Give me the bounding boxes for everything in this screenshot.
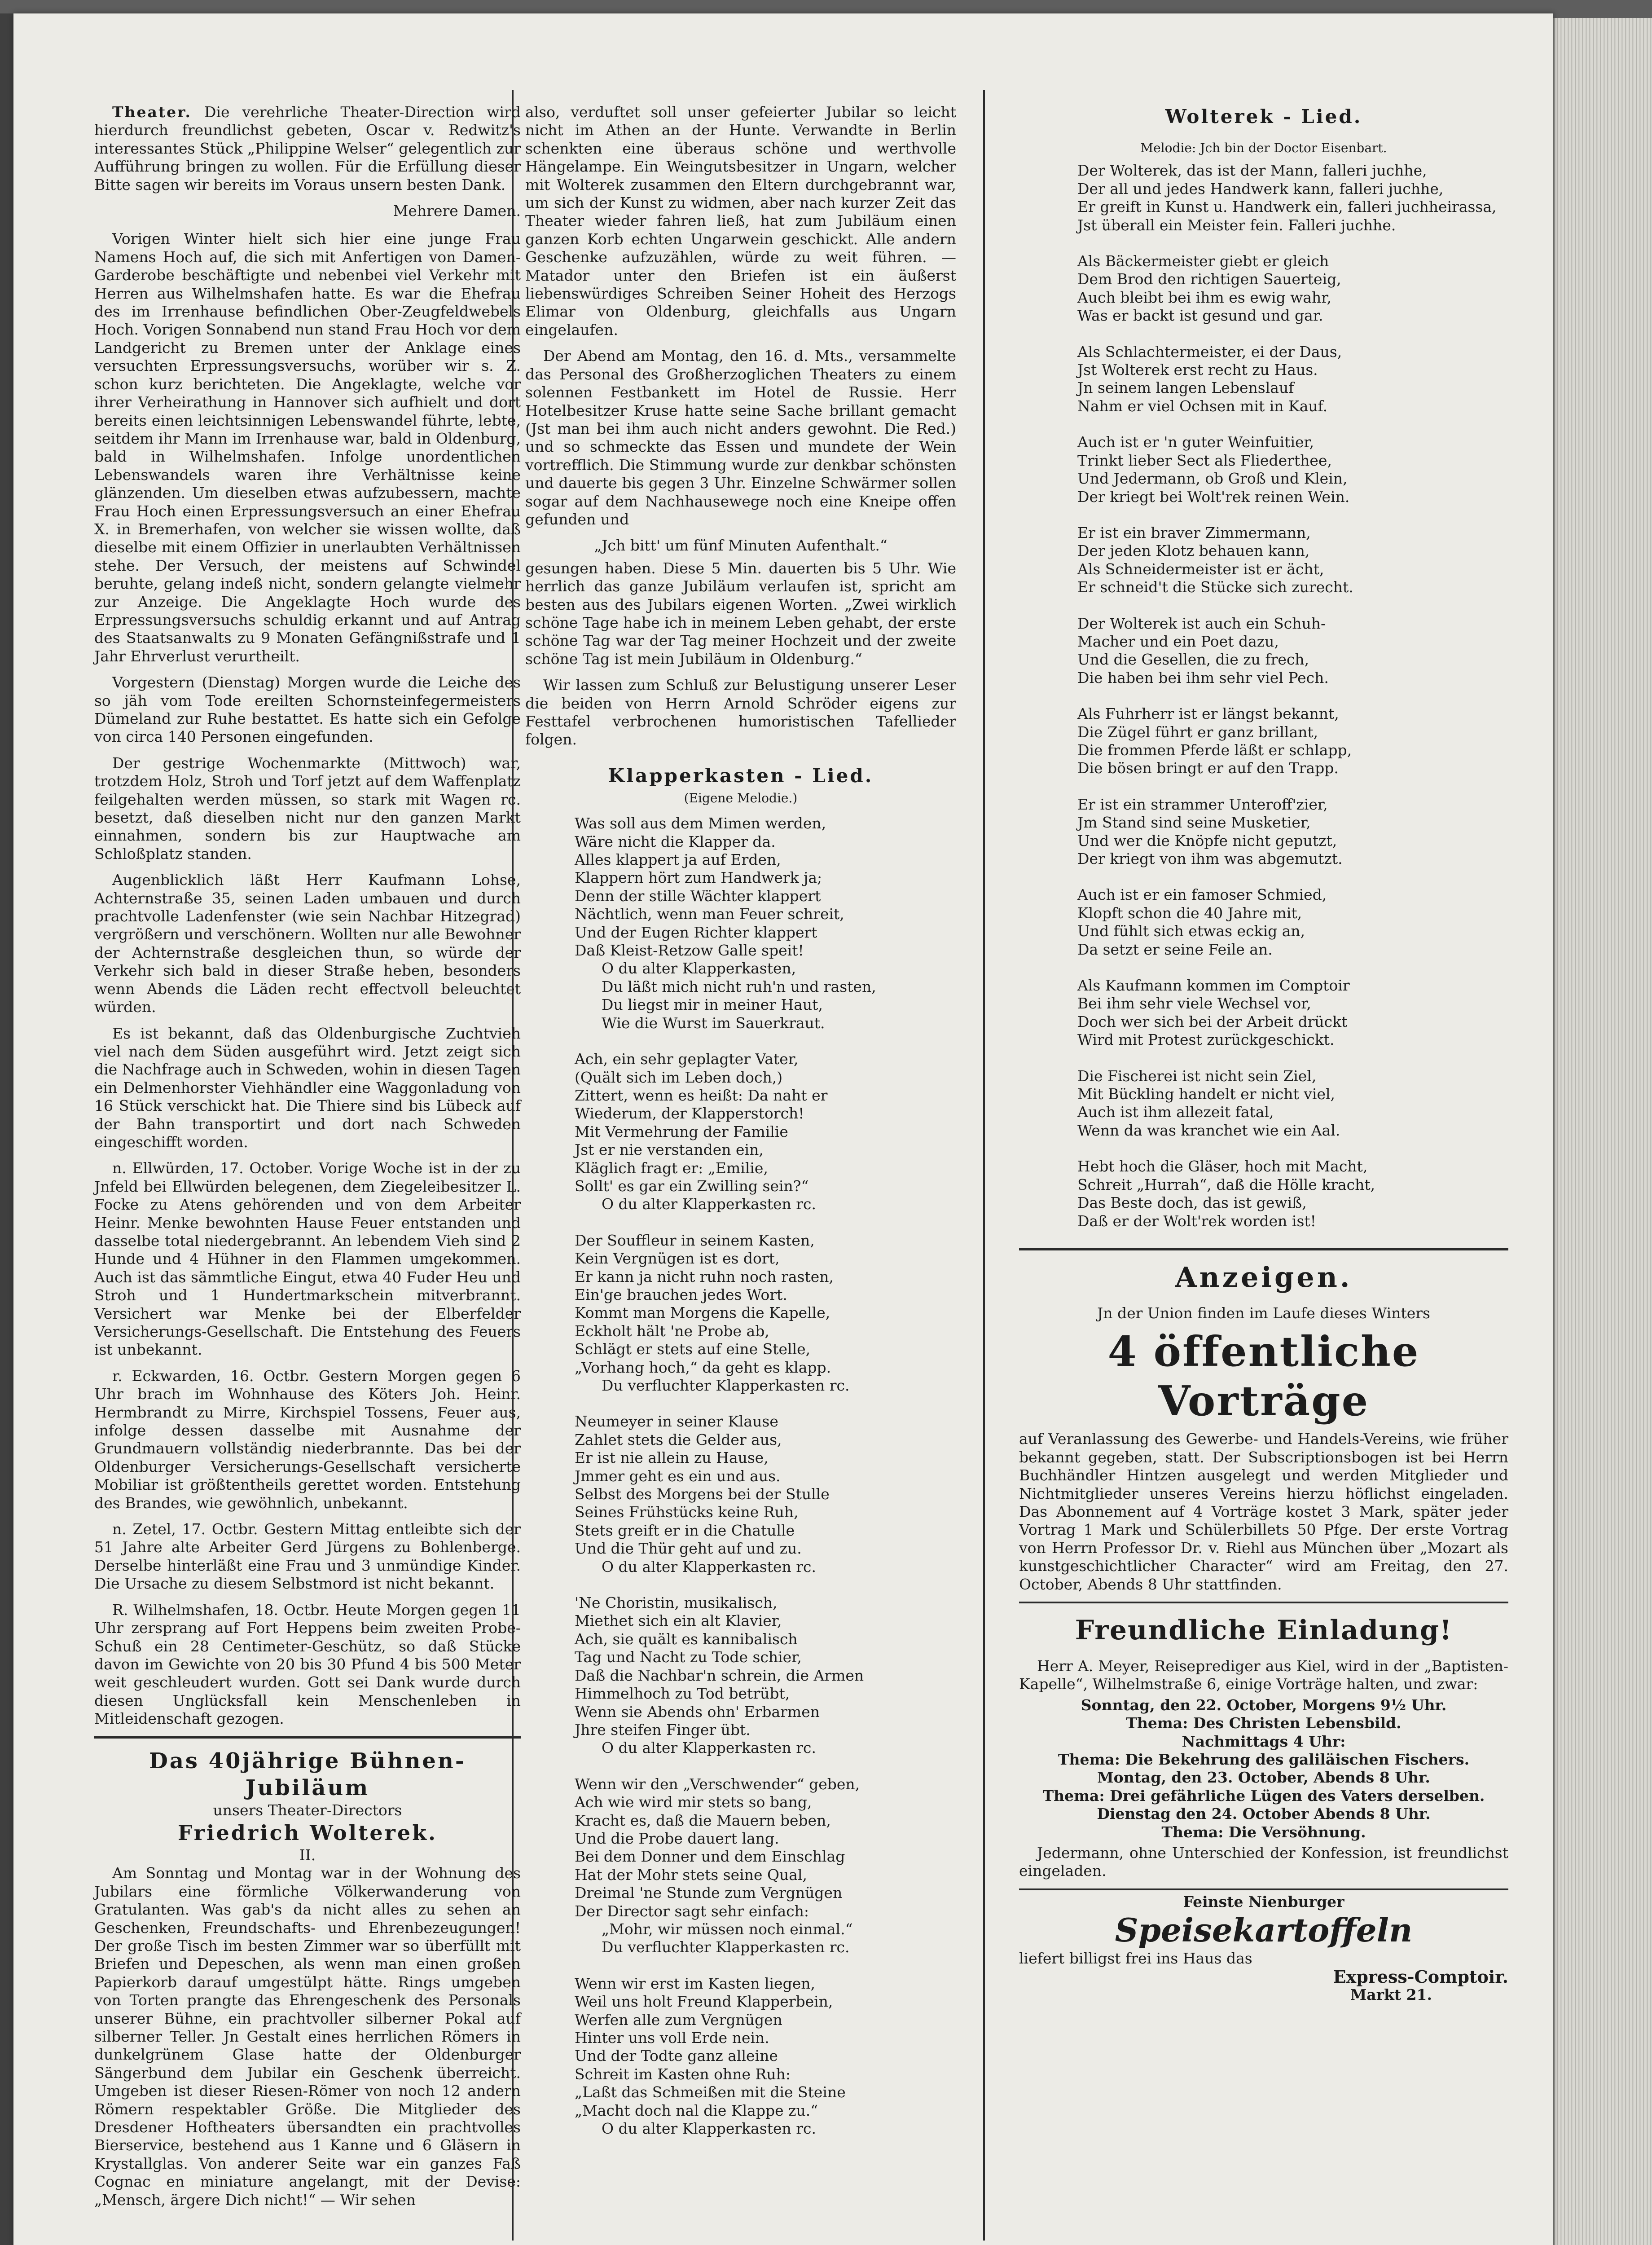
verse-line: O du alter Klapperkasten rc.: [602, 2120, 817, 2138]
verse-line: Macher und ein Poet dazu,: [1077, 632, 1279, 650]
verse-line: Bei dem Donner und dem Einschlag: [575, 1848, 845, 1866]
stanza: [1077, 524, 1508, 597]
klapper-melody: (Eigene Melodie.): [684, 790, 798, 806]
jubilaeum-closing: gesungen haben. Diese 5 Min. dauerten bis 5 Uhr. Wie herrlich das ganze Jubiläum verlaufen ist, spricht am besten aus des Jubilars eigenen Worten. „Zwei wirklich schöne Tage habe ich in meinem Leben gehabt, der erste schöne Tag war der Tag meiner Hochzeit und der zweite schöne Tag ist mein Jubiläum in Oldenburg.“: [525, 559, 956, 668]
verse-line: Jst überall ein Meister fein. Falleri juchhe.: [1077, 216, 1396, 234]
jubilaeum-text: Am Sonntag und Montag war in der Wohnung des Jubilars eine förmliche Völkerwanderung von Gratulanten. Was gab's da nicht alles zu sehen an Geschenken, Freundschafts- und Ehrenbezeugungen! Der große Tisch im besten Zimmer war so überfüllt mit Briefen und Depeschen, als wenn man einen großen Papierkorb darauf umgestülpt hätte. Rings umgeben von Torten prangte das Ehrengeschenk des Personals unserer Bühne, ein prachtvoller silberner Pokal auf silberner Teller. Jn Gestalt eines herrlichen Römers in dunkelgrünem Glase hatte der Oldenburger Sängerbund dem Jubilar ein Geschenk überreicht. Umgeben ist dieser Riesen-Römer von noch 12 andern Römern respektabler Größe. Die Mitglieder des Dresdener Hoftheaters übersandten ein prachtvolles Bierservice, bestehend aus 1 Kanne und 6 Gläsern in Krystallglas. Von anderer Seite war ein ganzes Faß Cognac en miniature angelangt, mit der Devise: „Mensch, ärgere Dich nicht!“ — Wir sehen: [94, 1864, 521, 2209]
verse-line: Klappern hört zum Handwerk ja;: [575, 869, 822, 887]
article-hoch: Vorigen Winter hielt sich hier eine junge Frau Namens Hoch auf, die sich mit Anfertigen von Damen-Garderobe beschäftigte und nebenbei viel Verkehr mit Herren aus Wilhelmshafen hatte. Es war die Ehefrau des im Irrenhause befindlichen Ober-Zeugfeldwebels Hoch. Vorigen Sonnabend nun stand Frau Hoch vor dem Landgericht zu Bremen unter der Anklage eines versuchten Erpressungsversuchs, worüber wir s. Z. schon kurz berichteten. Die Angeklagte, welche vor ihrer Verheirathung in Hannover sich aufhielt und dort bereits einen leichtsinnigen Lebenswandel führte, lebte, seitdem ihr Mann im Irrenhause war, bald in Oldenburg, bald in Wilhelmshafen. Infolge unordentlichen Lebenswandels waren ihre Verhältnisse keine glänzenden. Um dieselben etwas aufzubessern, machte Frau Hoch einen Erpressungsversuch an einer Ehefrau X. in Bremerhafen, von welcher sie wissen wollte, daß dieselbe mit einem Offizier in unerlaubten Verhältnissen stehe. Der Versuch, der meistens auf Schwindel beruhte, gelang indeß nicht, sondern gelangte vielmehr zur Anzeige. Die Angeklagte Hoch wurde des Erpressungsversuchs schuldig erkannt und auf Antrag des Staatsanwalts zu 9 Monaten Gefängnißstrafe und 1 Jahr Ehrverlust verurtheilt.: [94, 230, 521, 665]
verse-line: Kläglich fragt er: „Emilie,: [575, 1159, 768, 1177]
schedule-line: Thema: Drei gefährliche Lügen des Vaters derselben.: [1042, 1787, 1485, 1805]
verse-line: Neumeyer in seiner Klause: [575, 1413, 778, 1431]
ad-vortraege-title: 4 öffentliche Vorträge: [1107, 1327, 1420, 1426]
schedule-line: Sonntag, den 22. October, Morgens 9½ Uhr.: [1081, 1696, 1447, 1714]
verse-line: Was er backt ist gesund und gar.: [1077, 307, 1323, 325]
schedule-line: Nachmittags 4 Uhr:: [1182, 1732, 1346, 1750]
verse-line: Als Fuhrherr ist er längst bekannt,: [1077, 705, 1339, 723]
verse-line: Bei ihm sehr viele Wechsel vor,: [1077, 995, 1311, 1012]
verse-line: Der all und jedes Handwerk kann, falleri juchhe,: [1077, 180, 1444, 198]
verse-line: Nächtlich, wenn man Feuer schreit,: [575, 905, 844, 923]
verse-line: Da setzt er seine Feile an.: [1077, 940, 1273, 958]
ad-kartoffeln-title: Speisekartoffeln: [1115, 1911, 1413, 1950]
verse-line: Wenn da was kranchet wie ein Aal.: [1077, 1121, 1340, 1139]
verse-line: O du alter Klapperkasten rc.: [602, 1195, 817, 1213]
ad-vortraege: [1019, 1304, 1508, 1594]
stanza: [1077, 162, 1508, 234]
stanza: [1077, 1067, 1508, 1140]
verse-line: Du verfluchter Klapperkasten rc.: [602, 1938, 850, 1956]
schedule-line: Thema: Die Bekehrung des galiläischen Fischers.: [1058, 1751, 1470, 1768]
stanza: [575, 1975, 956, 2138]
verse-line: Jst er nie verstanden ein,: [575, 1141, 764, 1159]
verse-line: Klopft schon die 40 Jahre mit,: [1077, 904, 1302, 922]
stanza: [1077, 886, 1508, 959]
verse-line: Die Zügel führt er ganz brillant,: [1077, 723, 1318, 741]
verse-line: Doch wer sich bei der Arbeit drückt: [1077, 1012, 1348, 1030]
stanza: [1077, 977, 1508, 1049]
verse-line: Daß er der Wolt'rek worden ist!: [1077, 1212, 1316, 1230]
column-2: [525, 103, 956, 2156]
verse-line: Er ist ein strammer Unteroff'zier,: [1077, 795, 1328, 813]
stanza: [1077, 615, 1508, 687]
verse-line: Zittert, wenn es heißt: Da naht er: [575, 1086, 828, 1104]
verse-line: Und wer die Knöpfe nicht geputzt,: [1077, 832, 1337, 850]
article-duemeland: Vorgestern (Dienstag) Morgen wurde die Leiche des so jäh vom Tode ereilten Schornsteinfegermeisters Dümeland zur Ruhe bestattet. Es hatte sich ein Gefolge von circa 140 Personen eingefunden.: [94, 674, 521, 746]
ad-kartoffeln-line2: liefert billigst frei ins Haus das: [1019, 1950, 1252, 1968]
ad-kartoffeln-address: Markt 21.: [1350, 1986, 1432, 2004]
verse-line: Schreit „Hurrah“, daß die Hölle kracht,: [1077, 1175, 1375, 1193]
jubilaeum-banquet: Der Abend am Montag, den 16. d. Mts., versammelte das Personal des Großherzoglichen Theaters zu einem solennen Festbankett im Hotel de Russie. Herr Hotelbesitzer Kruse hatte seine Sache brillant gemacht (Jst man bei ihm auch nicht anders gewohnt. Die Red.) und so schmeckte das Essen und mundete der Wein vortrefflich. Die Stimmung wurde zur denkbar schönsten und dauerte bis gegen 3 Uhr. Einzelne Schwärmer sollen sogar auf dem Nachhausewege noch eine Kneipe offen gefunden und: [525, 347, 956, 528]
stanza: [1077, 796, 1508, 868]
verse-line: Jn seinem langen Lebenslauf: [1077, 379, 1294, 397]
verse-line: Als Bäckermeister giebt er gleich: [1077, 252, 1329, 270]
verse-line: Der Director sagt sehr einfach:: [575, 1902, 809, 1920]
klapper-title: Klapperkasten - Lied.: [608, 764, 874, 787]
verse-line: Eckholt hält 'ne Probe ab,: [575, 1322, 769, 1340]
verse-line: (Quält sich im Leben doch,): [575, 1068, 783, 1086]
verse-line: Er schneid't die Stücke sich zurecht.: [1077, 578, 1353, 596]
verse-line: Der Wolterek, das ist der Mann, falleri juchhe,: [1077, 162, 1427, 180]
article-theater: [94, 103, 521, 194]
article-zuchtvieh: Es ist bekannt, daß das Oldenburgische Zuchtvieh viel nach dem Süden ausgeführt wird. Jetzt zeigt sich die Nachfrage auch in Schweden, wohin in diesen Tagen ein Delmenhorster Viehhändler eine Waggonladung von 16 Stück verschickt hat. Die Thiere sind bis Lübeck auf der Bahn transportirt und dort nach Schweden eingeschifft worden.: [94, 1024, 521, 1151]
klapper-poem: [525, 814, 956, 2138]
verse-line: Kommt man Morgens die Kapelle,: [575, 1304, 830, 1322]
verse-line: 'Ne Choristin, musikalisch,: [575, 1594, 778, 1612]
stanza: [575, 1413, 956, 1576]
verse-line: Hat der Mohr stets seine Qual,: [575, 1866, 808, 1884]
stanza: [575, 1775, 956, 1957]
verse-line: Werfen alle zum Vergnügen: [575, 2011, 782, 2029]
jubilaeum-quote: „Jch bitt' um fünf Minuten Aufenthalt.“: [594, 537, 888, 555]
verse-line: Als Schneidermeister ist er ächt,: [1077, 560, 1324, 578]
verse-line: Jm Stand sind seine Musketier,: [1077, 814, 1311, 832]
stanza: [1077, 252, 1508, 325]
verse-line: „Laßt das Schmeißen mit die Steine: [575, 2083, 846, 2101]
jubilaeum-part: II.: [299, 1846, 316, 1864]
verse-line: Miethet sich ein alt Klavier,: [575, 1612, 782, 1630]
verse-line: Himmelhoch zu Tod betrübt,: [575, 1685, 790, 1703]
verse-line: Das Beste doch, das ist gewiß,: [1077, 1194, 1307, 1212]
verse-line: Wenn sie Abends ohn' Erbarmen: [575, 1703, 820, 1721]
article-ellwuerden: n. Ellwürden, 17. October. Vorige Woche ist in der zu Jnfeld bei Ellwürden belegenen, dem Ziegeleibesitzer L. Focke zu Atens gehörenden und von dem Arbeiter Heinr. Menke bewohnten Hause Feuer entstanden und dasselbe total niedergebrannt. An lebendem Vieh sind 2 Hunde und 4 Hühner in den Flammen umgekommen. Auch ist das sämmtliche Eingut, etwa 40 Fuder Heu und Stroh und 1 Hundertmarkschein mitverbrannt. Versichert war Menke bei der Elberfelder Versicherungs-Gesellschaft. Die Entstehung des Feuers ist unbekannt.: [94, 1159, 521, 1359]
column-rule-2: [983, 90, 985, 2241]
ad-vortraege-intro: Jn der Union finden im Laufe dieses Winters: [1097, 1304, 1430, 1322]
verse-line: Mit Vermehrung der Familie: [575, 1122, 788, 1140]
verse-line: „Vorhang hoch,“ da geht es klapp.: [575, 1358, 831, 1376]
verse-line: Jst Wolterek erst recht zu Haus.: [1077, 361, 1318, 379]
verse-line: Daß Kleist-Retzow Galle speit!: [575, 942, 804, 960]
article-zetel: n. Zetel, 17. Octbr. Gestern Mittag entleibte sich der 51 Jahre alte Arbeiter Gerd Jürgens zu Bohlenberge. Derselbe hinterläßt eine Frau und 3 unmündige Kinder. Die Ursache zu diesem Selbstmord ist nicht bekannt.: [94, 1520, 521, 1593]
wolterek-poem: [1019, 162, 1508, 1230]
verse-line: Der kriegt von ihm was abgemutzt.: [1077, 850, 1343, 867]
verse-line: Er ist nie allein zu Hause,: [575, 1449, 769, 1467]
verse-line: Alles klappert ja auf Erden,: [575, 851, 781, 869]
verse-line: Als Kaufmann kommen im Comptoir: [1077, 977, 1350, 995]
column-1: [94, 103, 521, 2217]
jubilaeum-songs-intro: Wir lassen zum Schluß zur Belustigung unserer Leser die beiden von Herrn Arnold Schröder eigens zur Festtafel verbrochenen humoristischen Tafellieder folgen.: [525, 676, 956, 748]
verse-line: Du läßt mich nicht ruh'n und rasten,: [602, 977, 876, 995]
stanza: [1077, 705, 1508, 778]
stanza: [1077, 1158, 1508, 1230]
verse-line: Er kann ja nicht ruhn noch rasten,: [575, 1268, 834, 1285]
verse-line: Nahm er viel Ochsen mit in Kauf.: [1077, 397, 1328, 415]
jubilaeum-continued: also, verduftet soll unser gefeierter Jubilar so leicht nicht im Athen an der Hunte. Verwandte in Berlin schenkten eine überaus schöne und werthvolle Hängelampe. Ein Weingutsbesitzer in Ungarn, welcher mit Wolterek zusammen den Eltern durchgebrannt war, um sich der Kunst zu widmen, aber nach kurzer Zeit das Theater wieder fahren ließ, hat zum Jubiläum einen ganzen Korb echten Ungarwein geschickt. Alle andern Geschenke aufzuzählen, würde zu weit führen. — Matador unter den Briefen ist ein äußerst liebenswürdiges Schreiben Seiner Hoheit des Herzogs Elimar von Oldenburg, gleichfalls aus Ungarn eingelaufen.: [525, 103, 956, 339]
verse-line: Wenn wir erst im Kasten liegen,: [575, 1974, 815, 1992]
verse-line: Wiederum, der Klapperstorch!: [575, 1105, 804, 1122]
verse-line: Seines Frühstücks keine Ruh,: [575, 1503, 799, 1521]
ad-einladung-title: Freundliche Einladung!: [1075, 1614, 1453, 1646]
verse-line: Jhre steifen Finger übt.: [575, 1721, 751, 1739]
article-lohse: Augenblicklich läßt Herr Kaufmann Lohse, Achternstraße 35, seinen Laden umbauen und durch prachtvolle Ladenfenster (wie sein Nachbar Hitzegrad) vergrößern und verschönern. Wollten nur alle Bewohner der Achternstraße desgleichen thun, so würde der Verkehr sich bald in dieser Straße heben, besonders wenn Abends die Läden recht effectvoll beleuchtet würden.: [94, 871, 521, 1016]
verse-line: Ach, ein sehr geplagter Vater,: [575, 1050, 799, 1068]
verse-line: Die Fischerei ist nicht sein Ziel,: [1077, 1067, 1317, 1085]
schedule-line: Montag, den 23. October, Abends 8 Uhr.: [1097, 1769, 1430, 1787]
verse-line: Die haben bei ihm sehr viel Pech.: [1077, 669, 1329, 687]
verse-line: Tag und Nacht zu Tode schier,: [575, 1648, 802, 1666]
verse-line: Daß die Nachbar'n schrein, die Armen: [575, 1666, 864, 1684]
article-wilhelmshafen: R. Wilhelmshafen, 18. Octbr. Heute Morgen gegen 11 Uhr zersprang auf Fort Heppens beim zweiten Probe-Schuß ein 28 Centimeter-Geschütz, so daß Stücke davon im Gewichte von 20 bis 30 Pfund 4 bis 500 Meter weit geschleudert wurden. Gott sei Dank wurde durch diesen Unglücksfall kein Menschenleben in Mitleidenschaft gezogen.: [94, 1601, 521, 1728]
verse-line: Kein Vergnügen ist es dort,: [575, 1250, 780, 1268]
verse-line: Der Souffleur in seinem Kasten,: [575, 1231, 815, 1249]
verse-line: Und die Probe dauert lang.: [575, 1829, 779, 1847]
verse-line: Als Schlachtermeister, ei der Daus,: [1077, 343, 1342, 361]
verse-line: Schlägt er stets auf eine Stelle,: [575, 1340, 811, 1358]
verse-line: Und Jedermann, ob Groß und Klein,: [1077, 470, 1348, 488]
ad-rule: [1019, 1888, 1508, 1890]
page-stack-edge: [1553, 18, 1652, 2245]
verse-line: Und fühlt sich etwas eckig an,: [1077, 922, 1305, 940]
verse-line: Wird mit Protest zurückgeschickt.: [1077, 1031, 1335, 1049]
jubilaeum-title: Das 40jährige Bühnen-Jubiläum: [149, 1748, 466, 1800]
verse-line: „Macht doch nal die Klappe zu.“: [575, 2101, 818, 2119]
verse-line: Kracht es, daß die Mauern beben,: [575, 1811, 831, 1829]
verse-line: Dreimal 'ne Stunde zum Vergnügen: [575, 1884, 843, 1902]
ad-einladung: [1019, 1612, 1508, 1880]
verse-line: Die frommen Pferde läßt er schlapp,: [1077, 741, 1352, 759]
verse-line: Jmmer geht es ein und aus.: [575, 1467, 781, 1485]
ad-rule: [1019, 1602, 1508, 1603]
verse-line: Hebt hoch die Gläser, hoch mit Macht,: [1077, 1158, 1368, 1175]
anzeigen-heading: Anzeigen.: [1175, 1260, 1353, 1294]
verse-line: Wenn wir den „Verschwender“ geben,: [575, 1775, 860, 1793]
section-rule: [1019, 1248, 1508, 1250]
ad-vortraege-text: auf Veranlassung des Gewerbe- und Handels-Vereins, wie früher bekannt gegeben, statt. Der Subscriptionsbogen ist bei Herrn Buchhändler Hintzen ausgelegt und werden Mitglieder und Nichtmitglieder unseres Vereins hierzu höflichst eingeladen. Das Abonnement auf 4 Vorträge kostet 3 Mark, später jeder Vortrag 1 Mark und Schülerbillets 50 Pfge. Der erste Vortrag von Herrn Professor Dr. v. Riehl aus München über „Mozart als kunstgeschichtlicher Character“ wird am Freitag, den 27. October, Abends 8 Uhr stattfinden.: [1019, 1430, 1508, 1593]
stanza: [575, 1050, 956, 1214]
section-rule: [94, 1736, 521, 1739]
verse-line: Wie die Wurst im Sauerkraut.: [602, 1014, 825, 1032]
ad-kartoffeln-company: Express-Comptoir.: [1333, 1966, 1508, 1987]
verse-line: Ach wie wird mir stets so bang,: [575, 1793, 812, 1811]
verse-line: Du liegst mir in meiner Haut,: [602, 996, 823, 1014]
verse-line: Auch ist er ein famoser Schmied,: [1077, 886, 1327, 904]
verse-line: Sollt' es gar ein Zwilling sein?“: [575, 1177, 809, 1195]
stanza: [575, 1232, 956, 1395]
verse-line: Wäre nicht die Klapper da.: [575, 832, 776, 850]
ad-einladung-schedule: [1019, 1696, 1508, 1841]
stanza: [575, 814, 956, 1032]
verse-line: Trinkt lieber Sect als Fliederthee,: [1077, 451, 1332, 469]
article-text: Die verehrliche Theater-Direction wird hierdurch freundlichst gebeten, Oscar v. Redwitz's interessantes Stück „Philippine Welser“ gelegentlich zur Aufführung bringen zu wollen. Für die Erfüllung dieser Bitte sagen wir bereits im Voraus unsern besten Dank.: [94, 103, 521, 194]
schedule-line: Thema: Die Versöhnung.: [1161, 1823, 1366, 1841]
verse-line: Schreit im Kasten ohne Ruh:: [575, 2065, 791, 2083]
stanza: [575, 1594, 956, 1757]
schedule-line: Dienstag den 24. October Abends 8 Uhr.: [1097, 1805, 1431, 1823]
verse-line: Und der Todte ganz alleine: [575, 2047, 778, 2065]
verse-line: O du alter Klapperkasten,: [602, 960, 796, 977]
jubilaeum-subtitle: unsers Theater-Directors: [213, 1801, 402, 1819]
verse-line: Der jeden Klotz behauen kann,: [1077, 542, 1310, 560]
verse-line: Stets greift er in die Chatulle: [575, 1521, 795, 1539]
verse-line: Ein'ge brauchen jedes Wort.: [575, 1285, 787, 1303]
verse-line: Dem Brod den richtigen Sauerteig,: [1077, 270, 1341, 288]
verse-line: Der Wolterek ist auch ein Schuh-: [1077, 614, 1326, 632]
ad-kartoffeln-line1: Feinste Nienburger: [1183, 1893, 1344, 1910]
newspaper-page: [13, 13, 1553, 2245]
verse-line: Auch ist er 'n guter Weinfuitier,: [1077, 433, 1314, 451]
verse-line: Der kriegt bei Wolt'rek reinen Wein.: [1077, 488, 1350, 506]
verse-line: „Mohr, wir müssen noch einmal.“: [602, 1920, 853, 1938]
verse-line: Was soll aus dem Mimen werden,: [575, 814, 826, 832]
wolterek-title: Wolterek - Lied.: [1165, 106, 1362, 128]
verse-line: Auch ist ihm allezeit fatal,: [1077, 1103, 1274, 1121]
verse-line: Und der Eugen Richter klappert: [575, 923, 817, 941]
verse-line: Du verfluchter Klapperkasten rc.: [602, 1377, 850, 1394]
article-eckwarden: r. Eckwarden, 16. Octbr. Gestern Morgen gegen 6 Uhr brach im Wohnhause des Köters Joh. Heinr. Hermbrandt zu Mirre, Kirchspiel Tossens, Feuer aus, infolge dessen dasselbe mit Ausnahme der Grundmauern vollständig niederbrannte. Das bei der Oldenburger Versicherungs-Gesellschaft versicherte Mobiliar ist größtentheils gerettet worden. Entstehung des Brandes, wie gewöhnlich, unbekannt.: [94, 1367, 521, 1512]
stanza: [1077, 433, 1508, 506]
ad-kartoffeln: [1019, 1893, 1508, 2004]
verse-line: O du alter Klapperkasten rc.: [602, 1558, 817, 1576]
verse-line: Weil uns holt Freund Klapperbein,: [575, 1993, 833, 2011]
verse-line: Die bösen bringt er auf den Trapp.: [1077, 759, 1339, 777]
wolterek-melody: Melodie: Jch bin der Doctor Eisenbart.: [1140, 141, 1387, 155]
verse-line: Hinter uns voll Erde nein.: [575, 2029, 769, 2047]
schedule-line: Thema: Des Christen Lebensbild.: [1126, 1714, 1402, 1732]
verse-line: Denn der stille Wächter klappert: [575, 887, 821, 905]
verse-line: Zahlet stets die Gelder aus,: [575, 1431, 782, 1448]
column-3: [1019, 103, 1508, 2004]
verse-line: Mit Bückling handelt er nicht viel,: [1077, 1085, 1336, 1103]
adjacent-page-edge: [0, 13, 13, 2245]
ad-einladung-intro: Herr A. Meyer, Reiseprediger aus Kiel, wird in der „Baptisten-Kapelle“, Wilhelmstraße 6, einige Vorträge halten, und zwar:: [1019, 1657, 1508, 1693]
jubilaeum-name: Friedrich Wolterek.: [177, 1820, 438, 1845]
signature: Mehrere Damen.: [393, 202, 521, 220]
verse-line: Und die Gesellen, die zu frech,: [1077, 651, 1309, 669]
article-lead: Theater.: [112, 103, 192, 121]
verse-line: Er greift in Kunst u. Handwerk ein, falleri juchheirassa,: [1077, 198, 1497, 216]
article-wochenmarkt: Der gestrige Wochenmarkte (Mittwoch) war, trotzdem Holz, Stroh und Torf jetzt auf dem Waffenplatz feilgehalten werden müssen, so stark mit Wagen rc. besetzt, daß dieselben nicht nur den ganzen Markt einnahmen, sondern bis zur Hauptwache am Schloßplatz standen.: [94, 754, 521, 863]
ad-einladung-closing: Jedermann, ohne Unterschied der Konfession, ist freundlichst eingeladen.: [1019, 1844, 1508, 1880]
verse-line: Ach, sie quält es kannibalisch: [575, 1630, 798, 1648]
verse-line: Selbst des Morgens bei der Stulle: [575, 1485, 830, 1503]
verse-line: Er ist ein braver Zimmermann,: [1077, 524, 1311, 541]
verse-line: Auch bleibt bei ihm es ewig wahr,: [1077, 288, 1331, 306]
stanza: [1077, 343, 1508, 416]
verse-line: Und die Thür geht auf und zu.: [575, 1540, 802, 1558]
verse-line: O du alter Klapperkasten rc.: [602, 1739, 817, 1757]
